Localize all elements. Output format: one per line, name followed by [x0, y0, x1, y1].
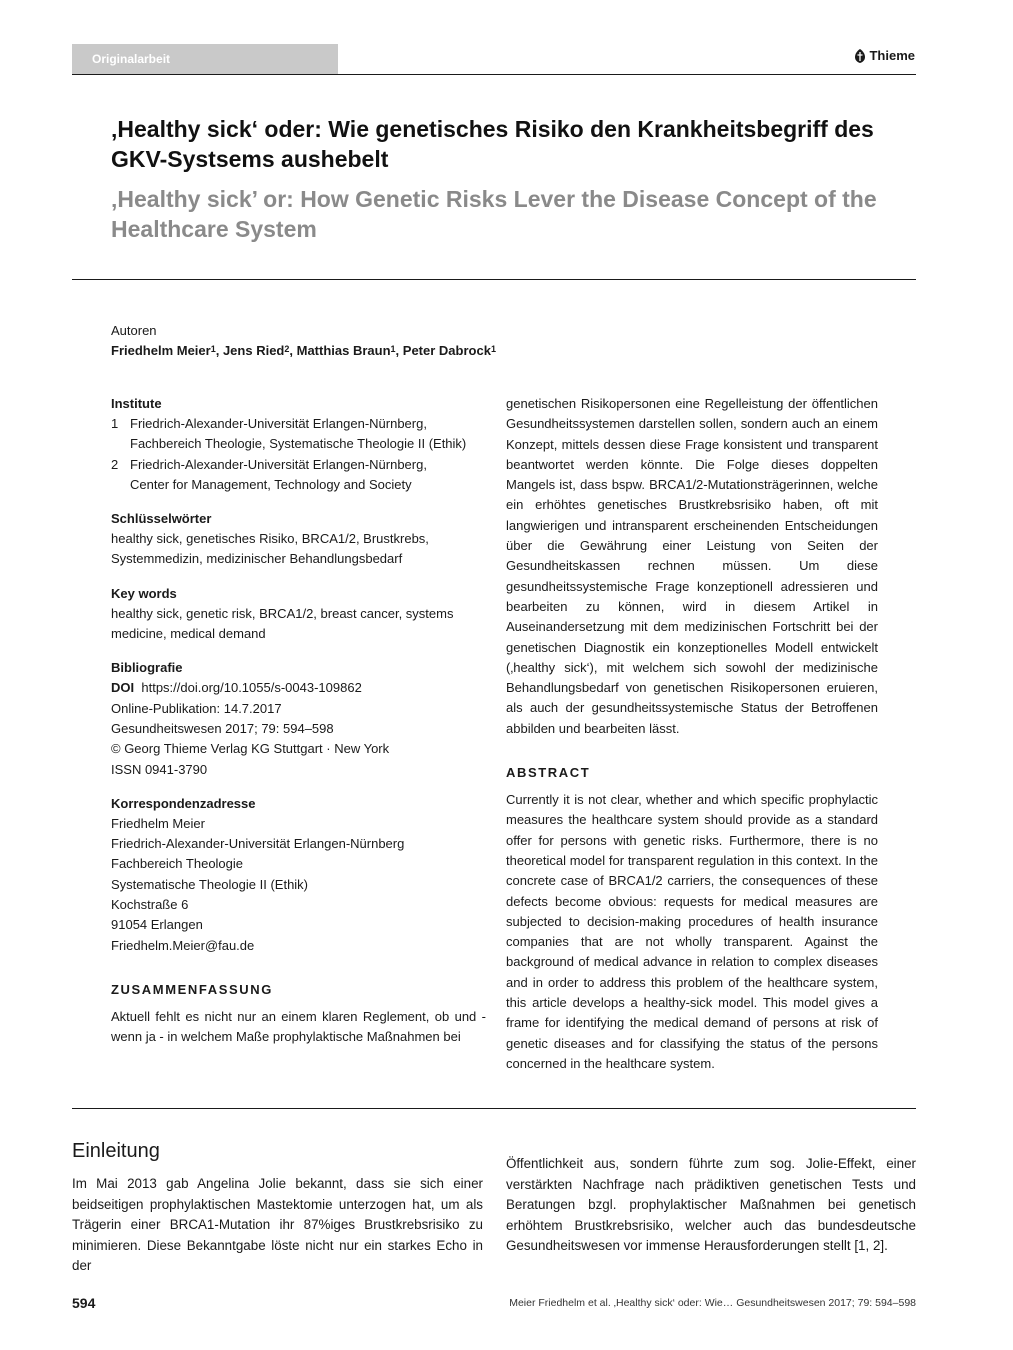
author-separator: ,	[215, 343, 223, 358]
section-label: Originalarbeit	[72, 44, 338, 75]
bibliography-label: Bibliografie	[111, 660, 183, 676]
zusammenfassung-text-start: Aktuell fehlt es nicht nur an einem klaren Reglement, ob und - wenn ja - in welchem Maße prophylaktische Maßnahmen bei	[111, 1008, 486, 1045]
correspondence-block	[111, 794, 486, 956]
author-name: Peter Dabrock	[402, 343, 491, 358]
header-rule	[72, 74, 916, 75]
author-name: Matthias Braun	[296, 343, 391, 358]
introduction-heading: Einleitung	[72, 1140, 160, 1162]
author-separator: ,	[395, 343, 403, 358]
correspondence-label: Korrespondenzadresse	[111, 795, 256, 811]
doi-label: DOI	[111, 680, 135, 696]
institutes-block	[111, 394, 486, 495]
article-title-en: ‚Healthy sick’ or: How Genetic Risks Lever the Disease Concept of the Healthcare System	[111, 186, 877, 242]
institute-line: Fachbereich Theologie, Systematische Theologie II (Ethik)	[130, 436, 467, 452]
zusammenfassung-text-continued: genetischen Risikopersonen eine Regelleistung der öffentlichen Gesundheitssystemen darstellen sollen, sondern auch an einem Konzept, mittels dessen diese Frage konsistent und transparent beantwortet werden könnte. Die Folge dieses doppelten Mangels ist, dass bspw. BRCA1/2-Mutationsträgerinnen, welche ein erhöhtes genetisches Brustkrebsrisiko haben, oft mit langwierigen und intransparent erscheinenden Entscheidungen über die Gewährung einer Leistung von Seiten der Gesundheitskassen rechnen müssen. Um diese gesundheitssystemische Frage konzeptionell adressieren und bearbeiten zu können, wird in diesem Artikel in Auseinandersetzung mit dem medizinischen Fortschritt bei der genetischen Diagnostik ein konzeptionelles Modell entwickelt (‚healthy sick‘), mit welchem sich sowohl der medizinische Behandlungsbedarf von genetischen Risikopersonen eruieren, als auch der gesundheitssystemische Status der Betroffenen abbilden und bearbeiten lässt.	[506, 396, 878, 736]
correspondence-line: Kochstraße 6	[111, 897, 189, 913]
journal-citation: Gesundheitswesen 2017; 79: 594–598	[111, 720, 334, 736]
introduction-text-left: Im Mai 2013 gab Angelina Jolie bekannt, dass sie sich einer beidseitigen prophylaktischen Mastektomie unterzogen hat, um als Trägerin einer BRCA1-Mutation ihr 87%iges Brustkrebsrisiko zu minimieren. Diese Bekanntgabe löste nicht nur ein starkes Echo in der	[72, 1176, 483, 1273]
correspondence-line: Friedrich-Alexander-Universität Erlangen-Nürnberg	[111, 836, 405, 852]
bibliography-block	[111, 658, 486, 779]
institute-line: Center for Management, Technology and Society	[130, 476, 412, 492]
keywords-en-line: healthy sick, genetic risk, BRCA1/2, breast cancer, systems	[111, 605, 454, 621]
doi-line	[111, 678, 486, 698]
institute-text	[130, 455, 427, 496]
keywords-de-block	[111, 509, 486, 570]
metadata-column	[111, 394, 486, 1048]
keywords-en-label: Key words	[111, 585, 177, 601]
publisher-name: Thieme	[869, 48, 915, 63]
author-affiliation: 2	[284, 344, 290, 354]
title-rule	[72, 279, 916, 280]
copyright: © Georg Thieme Verlag KG Stuttgart · New York	[111, 741, 390, 757]
keywords-en-block	[111, 584, 486, 645]
online-publication: Online-Publikation: 14.7.2017	[111, 700, 282, 716]
abstract-heading: ABSTRACT	[506, 765, 591, 781]
running-footer: Meier Friedhelm et al. ‚Healthy sick‘ oder: Wie… Gesundheitswesen 2017; 79: 594–598	[509, 1297, 916, 1309]
correspondence-line: 91054 Erlangen	[111, 917, 203, 933]
correspondence-line: Friedhelm Meier	[111, 815, 205, 831]
thieme-logo-icon	[854, 49, 866, 63]
publisher-logo	[854, 48, 915, 63]
institute-item	[111, 455, 486, 496]
author-affiliation: 1	[490, 344, 496, 354]
keywords-en-line: medicine, medical demand	[111, 626, 266, 642]
author-affiliation: 1	[210, 344, 216, 354]
correspondence-line: Fachbereich Theologie	[111, 856, 244, 872]
author-separator: ,	[289, 343, 297, 358]
keywords-de-line: Systemmedizin, medizinischer Behandlungsbedarf	[111, 551, 403, 567]
author-name: Friedhelm Meier	[111, 343, 211, 358]
author-name: Jens Ried	[222, 343, 285, 358]
abstract-text: Currently it is not clear, whether and which specific prophylactic measures the healthcare system should provide as a standard offer for persons with genetic risks. Furthermore, there is no theoretical model for transparent regulation in this context. In the concrete case of BRCA1/2 carriers, the consequences of these defects become obvious: requests for medical measures are subjected to decision-making procedures of health insurance companies that are not wholly transparent. Against the background of medical advance in relation to complex diseases and in order to address this problem of the healthcare system, this article develops a healthy-sick model. This model gives a frame for identifying the medical demand of persons at risk of genetic diseases and for classifying the status of the persons concerned in the healthcare system.	[506, 792, 878, 1071]
institute-line: Friedrich-Alexander-Universität Erlangen-Nürnberg,	[130, 416, 427, 431]
zusammenfassung-heading: ZUSAMMENFASSUNG	[111, 981, 273, 997]
keywords-de-label: Schlüsselwörter	[111, 511, 212, 527]
correspondence-line: Systematische Theologie II (Ethik)	[111, 876, 309, 892]
issn: ISSN 0941-3790	[111, 761, 208, 777]
institute-line: Friedrich-Alexander-Universität Erlangen-Nürnberg,	[130, 456, 427, 472]
authors-list	[111, 341, 496, 361]
institutes-label: Institute	[111, 396, 162, 411]
institute-text	[130, 414, 466, 455]
article-title-de: ‚Healthy sick‘ oder: Wie genetisches Risiko den Krankheitsbegriff des GKV-Systsems aushebelt	[111, 116, 874, 172]
authors-label: Autoren	[111, 323, 157, 338]
correspondence-email[interactable]: Friedhelm.Meier@fau.de	[111, 937, 255, 953]
institute-item	[111, 414, 486, 455]
doi-link[interactable]: https://doi.org/10.1055/s-0043-109862	[141, 680, 362, 696]
page-number: 594	[72, 1295, 96, 1311]
introduction-text-right: Öffentlichkeit aus, sondern führte zum sog. Jolie-Effekt, einer verstärkten Nachfrage nach prädiktiven genetischen Tests und Beratungen bzgl. prophylaktischer Maßnahmen bei genetisch erhöhtem Brustkrebsrisiko, welcher auch das bundesdeutsche Gesundheitswesen vor immense Herausforderungen stellt [1, 2].	[506, 1156, 916, 1253]
institute-number: 2	[111, 456, 119, 472]
keywords-de-line: healthy sick, genetisches Risiko, BRCA1/2, Brustkrebs,	[111, 531, 429, 547]
abstract-column	[506, 394, 878, 1074]
author-affiliation: 1	[390, 344, 396, 354]
body-rule	[72, 1108, 916, 1109]
institute-number: 1	[111, 416, 119, 431]
